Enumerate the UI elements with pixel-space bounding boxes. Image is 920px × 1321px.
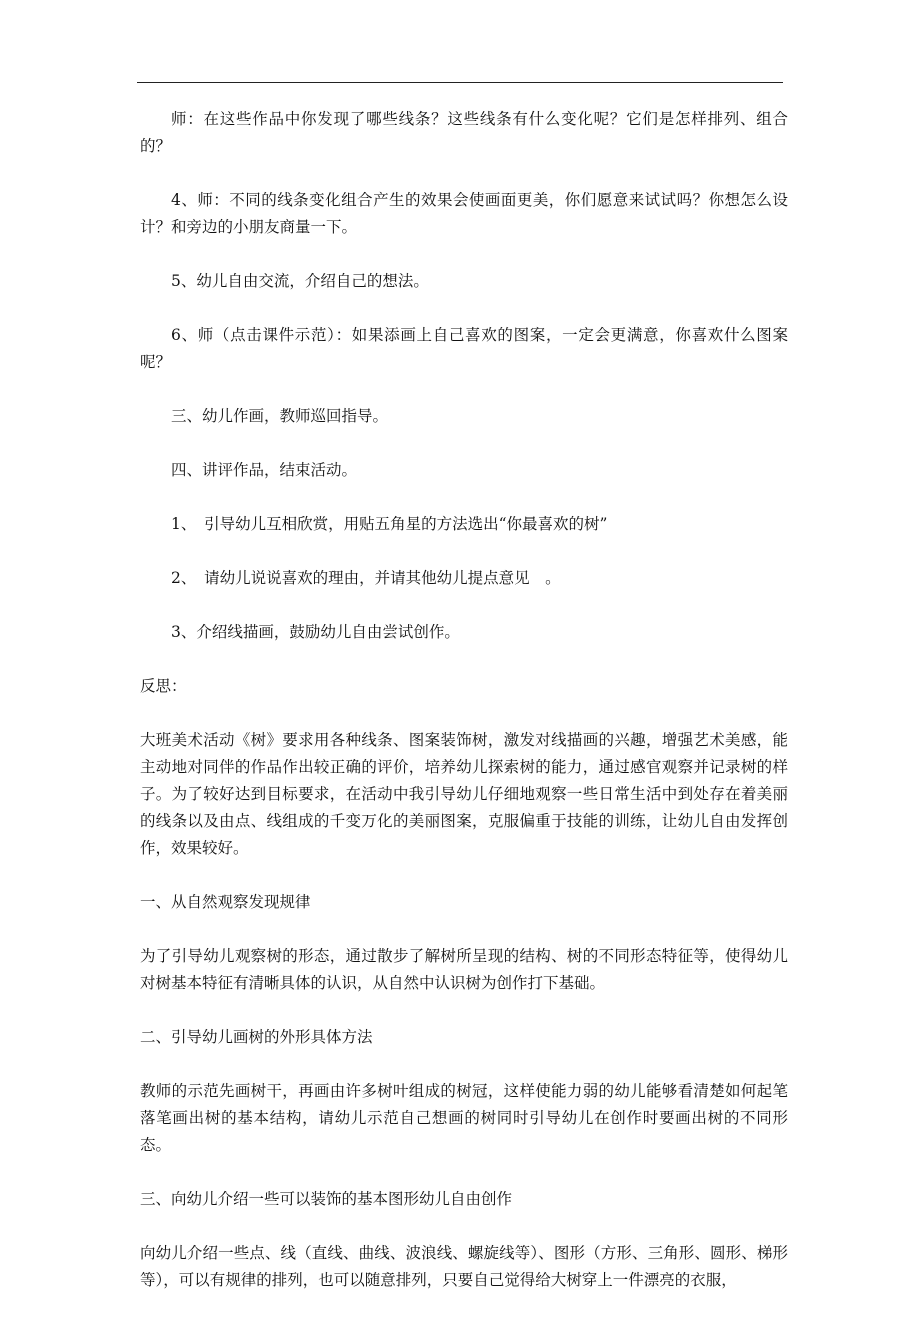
- paragraph: 为了引导幼儿观察树的形态，通过散步了解树所呈现的结构、树的不同形态特征等，使得幼儿对树基本特征有清晰具体的认识，从自然中认识树为创作打下基础。: [140, 947, 788, 992]
- header-rule: [137, 82, 783, 83]
- section-heading: 一、从自然观察发现规律: [140, 893, 311, 911]
- document-body: [140, 106, 788, 1321]
- paragraph: 大班美术活动《树》要求用各种线条、图案装饰树，激发对线描画的兴趣，增强艺术美感，能主动地对同伴的作品作出较正确的评价，培养幼儿探索树的能力，通过感官观察并记录树的样子。为了较好达到目标要求，在活动中我引导幼儿仔细地观察一些日常生活中到处存在着美丽的线条以及由点、线组成的千变万化的美丽图案，克服偏重于技能的训练，让幼儿自由发挥创作，效果较好。: [140, 731, 788, 857]
- section-heading: 反思：: [140, 677, 187, 695]
- section-heading: 二、引导幼儿画树的外形具体方法: [140, 1028, 373, 1046]
- paragraph: 向幼儿介绍一些点、线（直线、曲线、波浪线、螺旋线等）、图形（方形、三角形、圆形、梯形等），可以有规律的排列，也可以随意排列，只要自己觉得给大树穿上一件漂亮的衣服，: [140, 1244, 788, 1289]
- list-item: 1、 引导幼儿互相欣赏，用贴五角星的方法选出“你最喜欢的树”: [171, 515, 608, 533]
- paragraph: 教师的示范先画树干，再画由许多树叶组成的树冠，这样使能力弱的幼儿能够看清楚如何起笔落笔画出树的基本结构，请幼儿示范自己想画的树同时引导幼儿在创作时要画出树的不同形态。: [140, 1082, 788, 1154]
- list-item: 3、介绍线描画，鼓励幼儿自由尝试创作。: [171, 623, 460, 641]
- list-item: 2、 请幼儿说说喜欢的理由，并请其他幼儿提点意见 。: [171, 569, 561, 587]
- paragraph: 4、师：不同的线条变化组合产生的效果会使画面更美，你们愿意来试试吗？你想怎么设计？和旁边的小朋友商量一下。: [140, 191, 788, 236]
- paragraph: 6、师（点击课件示范）：如果添画上自己喜欢的图案，一定会更满意，你喜欢什么图案呢？: [140, 326, 788, 371]
- section-heading: 三、向幼儿介绍一些可以装饰的基本图形幼儿自由创作: [140, 1190, 513, 1208]
- paragraph: 四、讲评作品，结束活动。: [171, 461, 358, 479]
- paragraph: 三、幼儿作画，教师巡回指导。: [171, 407, 389, 425]
- paragraph: 师：在这些作品中你发现了哪些线条？这些线条有什么变化呢？它们是怎样排列、组合的？: [140, 110, 788, 155]
- paragraph: 5、幼儿自由交流，介绍自己的想法。: [171, 272, 429, 290]
